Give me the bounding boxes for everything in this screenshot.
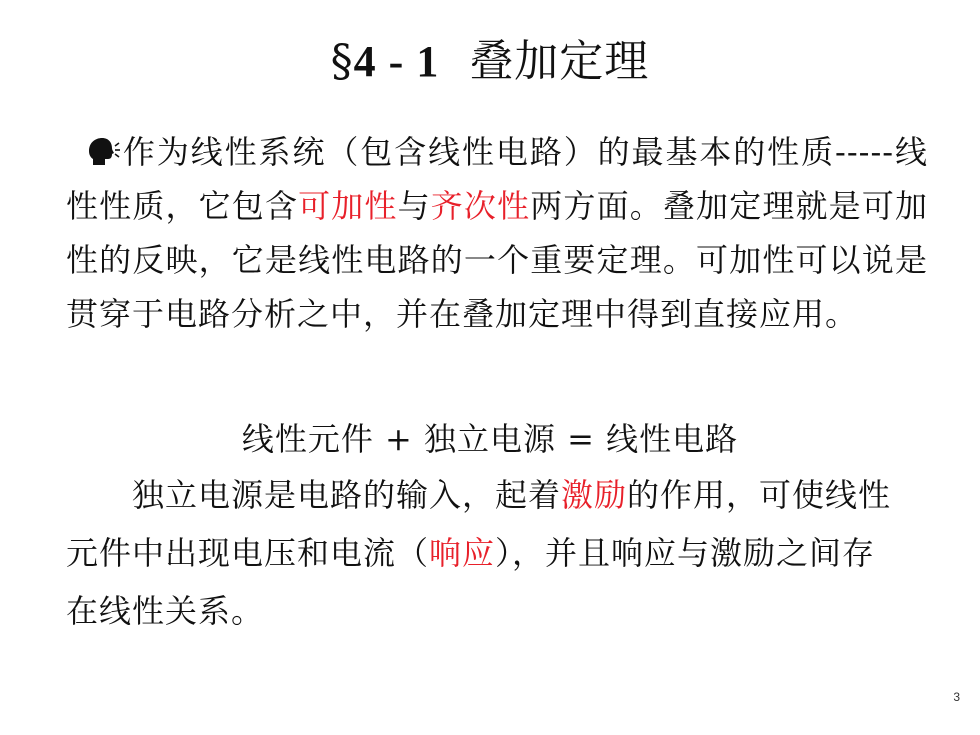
- source-paragraph: [66, 466, 906, 640]
- para1-text-2: -----线性性质，它包含: [66, 133, 928, 225]
- page-number: 3: [953, 690, 960, 704]
- para1-text-4: 两方面。叠加定理就是可加性的反映，它是线性电路的一个重要定理。可加性可以说是贯穿于电路分析之中，并在叠加定理中得到直接应用。: [66, 187, 928, 333]
- para1-text-1: 作为线性系统（包含线性电路）的最基本的性质: [122, 133, 835, 171]
- section-symbol: §: [330, 36, 354, 87]
- slide-title: [0, 32, 980, 92]
- section-number: 4 - 1: [353, 37, 440, 86]
- para2-text-2: 的作用，可使线性元件中出现电压和电流（: [66, 476, 892, 572]
- para2-text-3: ），并且响应与激励之间存在线性关系。: [66, 534, 876, 630]
- intro-paragraph: [66, 125, 928, 341]
- highlight-additivity: 可加性: [298, 187, 398, 225]
- para2-text-1: 独立电源是电路的输入，起着: [132, 476, 562, 514]
- highlight-excitation: 激励: [561, 476, 628, 514]
- speaking-head-icon: [86, 137, 120, 167]
- title-text: 叠加定理: [469, 36, 650, 87]
- para2-indent: [66, 476, 132, 514]
- highlight-response: 响应: [429, 534, 496, 572]
- para1-text-3: 与: [397, 187, 431, 225]
- highlight-homogeneity: 齐次性: [430, 187, 531, 225]
- equation-line: 线性元件 + 独立电源 = 线性电路: [241, 420, 739, 458]
